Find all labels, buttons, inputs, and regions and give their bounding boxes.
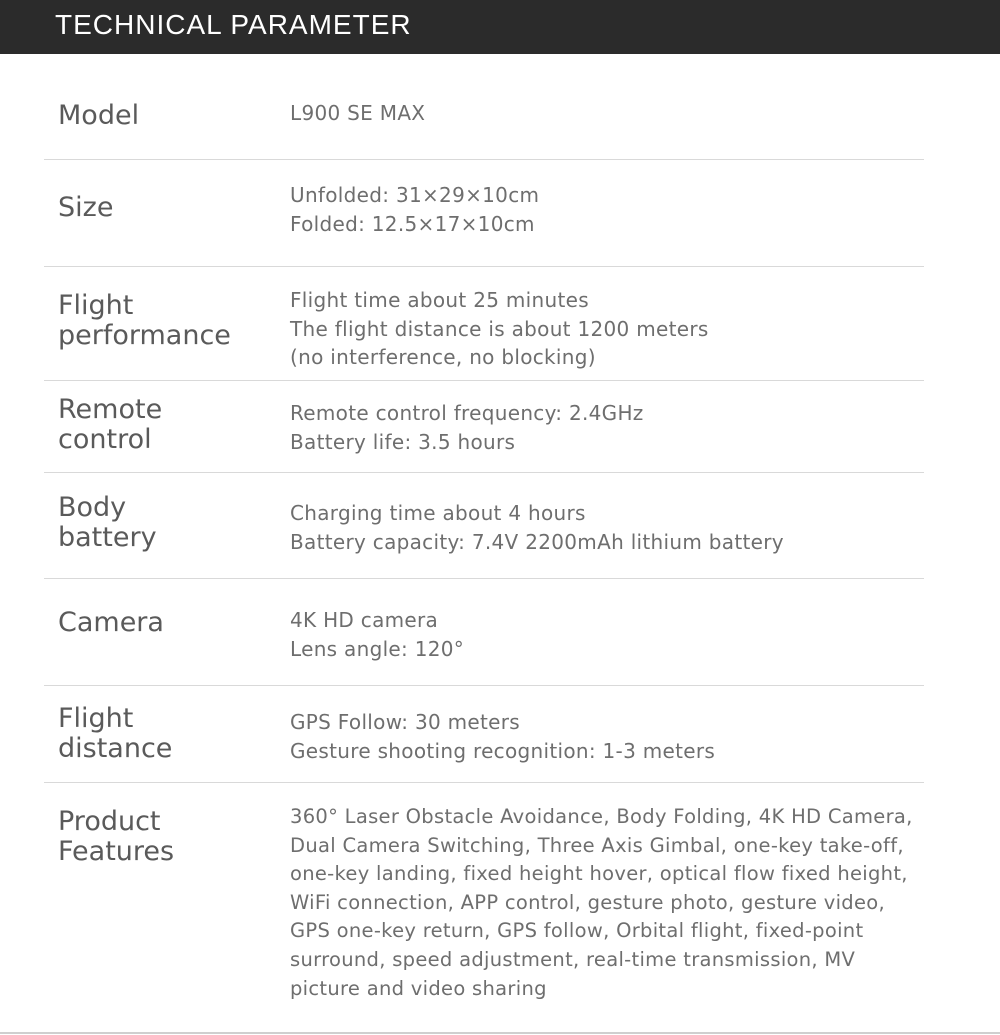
param-value-line: Gesture shooting recognition: 1-3 meters (290, 738, 716, 763)
param-label-line: Flight (58, 703, 134, 734)
param-value-line: Lens angle: 120° (290, 636, 465, 661)
param-label-model (58, 101, 139, 131)
header-bar (0, 0, 1000, 54)
param-value-line: Flight time about 25 minutes (290, 288, 589, 312)
param-label-line: performance (58, 320, 231, 351)
param-value-model (290, 99, 425, 128)
param-label-flight-distance (58, 704, 172, 764)
param-value-line: surround, speed adjustment, real-time transmission, MV (290, 947, 856, 971)
param-value-line: (no interference, no blocking) (290, 345, 596, 370)
param-label-remote-control (58, 395, 162, 455)
row-divider (44, 159, 924, 160)
param-value-line: Charging time about 4 hours (290, 501, 586, 525)
param-value-line: 4K HD camera (290, 608, 439, 632)
param-value-line: 360° Laser Obstacle Avoidance, Body Folding, 4K HD Camera, (290, 805, 913, 828)
param-value-flight-distance (290, 708, 715, 765)
param-value-product-features (290, 803, 913, 1003)
row-divider (44, 782, 924, 783)
param-label-line: battery (58, 522, 157, 553)
param-value-line: The flight distance is about 1200 meters (290, 316, 709, 341)
param-value-line: Folded: 12.5×17×10cm (290, 211, 535, 236)
param-label-line: Features (58, 836, 175, 867)
param-value-line: GPS one-key return, GPS follow, Orbital flight, fixed-point (290, 919, 864, 943)
row-divider (44, 380, 924, 381)
param-value-line: Unfolded: 31×29×10cm (290, 183, 540, 207)
param-label-line: Flight (58, 290, 134, 321)
param-label-size (58, 193, 113, 223)
param-label-camera (58, 608, 164, 638)
param-label-line: Camera (58, 607, 164, 638)
param-value-line: WiFi connection, APP control, gesture photo, gesture video, (290, 890, 886, 914)
param-label-line: Remote (58, 394, 163, 425)
param-value-line: Dual Camera Switching, Three Axis Gimbal, one-key take-off, (290, 833, 904, 857)
param-value-line: Remote control frequency: 2.4GHz (290, 401, 644, 425)
param-value-line: Battery life: 3.5 hours (290, 429, 516, 454)
param-value-size (290, 181, 539, 238)
param-label-product-features (58, 807, 174, 867)
param-value-camera (290, 606, 464, 663)
param-value-line: L900 SE MAX (290, 101, 426, 125)
param-value-line: one-key landing, fixed height hover, optical flow fixed height, (290, 862, 908, 886)
page-title: TECHNICAL PARAMETER (55, 9, 412, 40)
param-value-line: Battery capacity: 7.4V 2200mAh lithium battery (290, 529, 784, 554)
param-label-line: distance (58, 733, 173, 764)
row-divider (44, 578, 924, 579)
param-label-flight-performance (58, 291, 231, 351)
param-label-line: Product (58, 806, 161, 837)
bottom-border (0, 1032, 1000, 1034)
param-label-line: Model (58, 100, 140, 131)
param-value-line: GPS Follow: 30 meters (290, 710, 521, 734)
row-divider (44, 472, 924, 473)
param-value-line: picture and video sharing (290, 976, 547, 1000)
param-label-body-battery (58, 493, 157, 553)
param-value-remote-control (290, 399, 644, 456)
param-label-line: control (58, 424, 152, 455)
row-divider (44, 266, 924, 267)
param-value-flight-performance (290, 286, 709, 372)
row-divider (44, 685, 924, 686)
param-value-body-battery (290, 499, 784, 556)
param-label-line: Body (58, 492, 127, 523)
param-label-line: Size (58, 192, 114, 223)
